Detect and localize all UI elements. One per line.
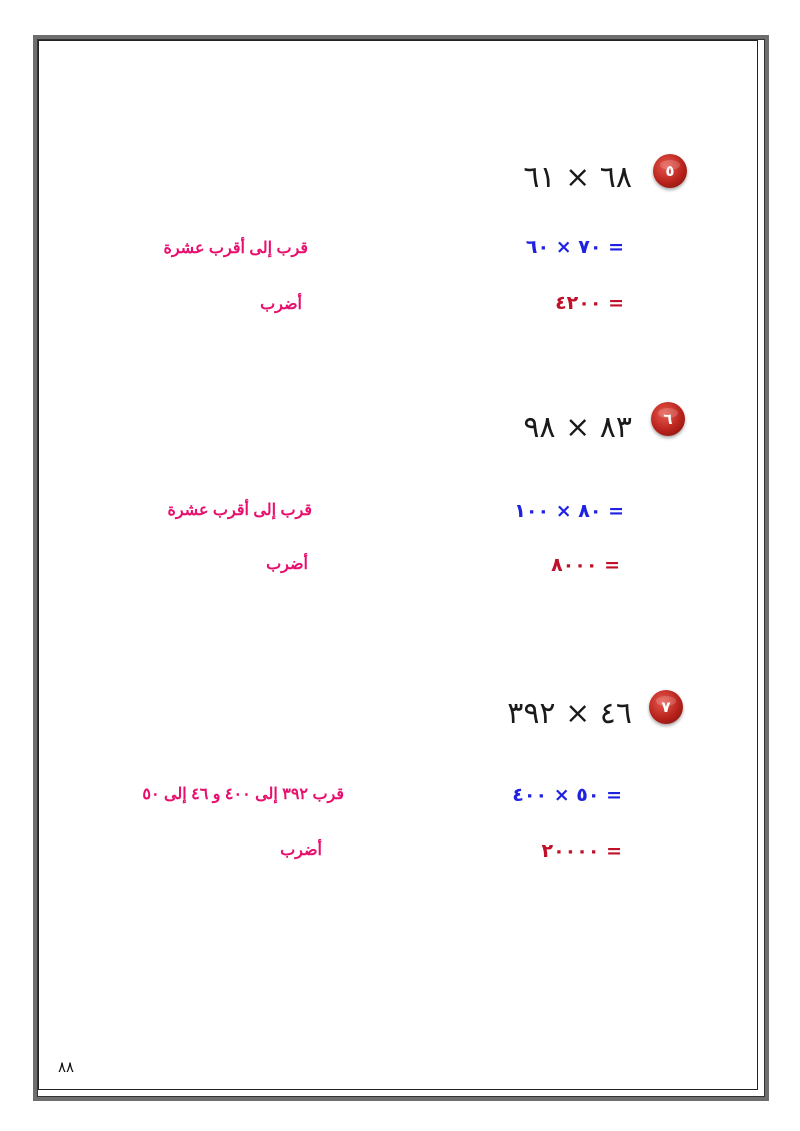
problem-expression: ٦٨ × ٦١ [523,160,632,195]
rounding-note: قرب إلى أقرب عشرة [167,502,312,519]
problem-number-badge [649,690,683,724]
problem-number: ٦ [663,410,673,428]
rounding-note: قرب ٣٩٢ إلى ٤٠٠ و ٤٦ إلى ٥٠ [142,786,344,803]
problem-number-badge [653,154,687,188]
page-inner-border [38,40,758,1090]
problem-expression: ٤٦ × ٣٩٢ [507,696,632,731]
rounding-step: = ٧٠ × ٦٠ [525,236,624,258]
multiply-note: أضرب [266,556,308,573]
problem-number: ٥ [665,162,675,180]
product-step: = ٨٠٠٠ [551,554,620,576]
multiply-note: أضرب [280,842,322,859]
rounding-step: = ٨٠ × ١٠٠ [514,500,624,522]
rounding-note: قرب إلى أقرب عشرة [163,240,308,257]
page-number: ٨٨ [58,1058,75,1076]
product-step: = ٤٢٠٠ [555,292,624,314]
product-step: = ٢٠٠٠٠ [541,840,622,862]
problem-number-badge [651,402,685,436]
multiply-note: أضرب [260,296,302,313]
rounding-step: = ٥٠ × ٤٠٠ [512,784,622,806]
problem-expression: ٨٣ × ٩٨ [523,410,632,445]
problem-number: ٧ [661,698,671,716]
